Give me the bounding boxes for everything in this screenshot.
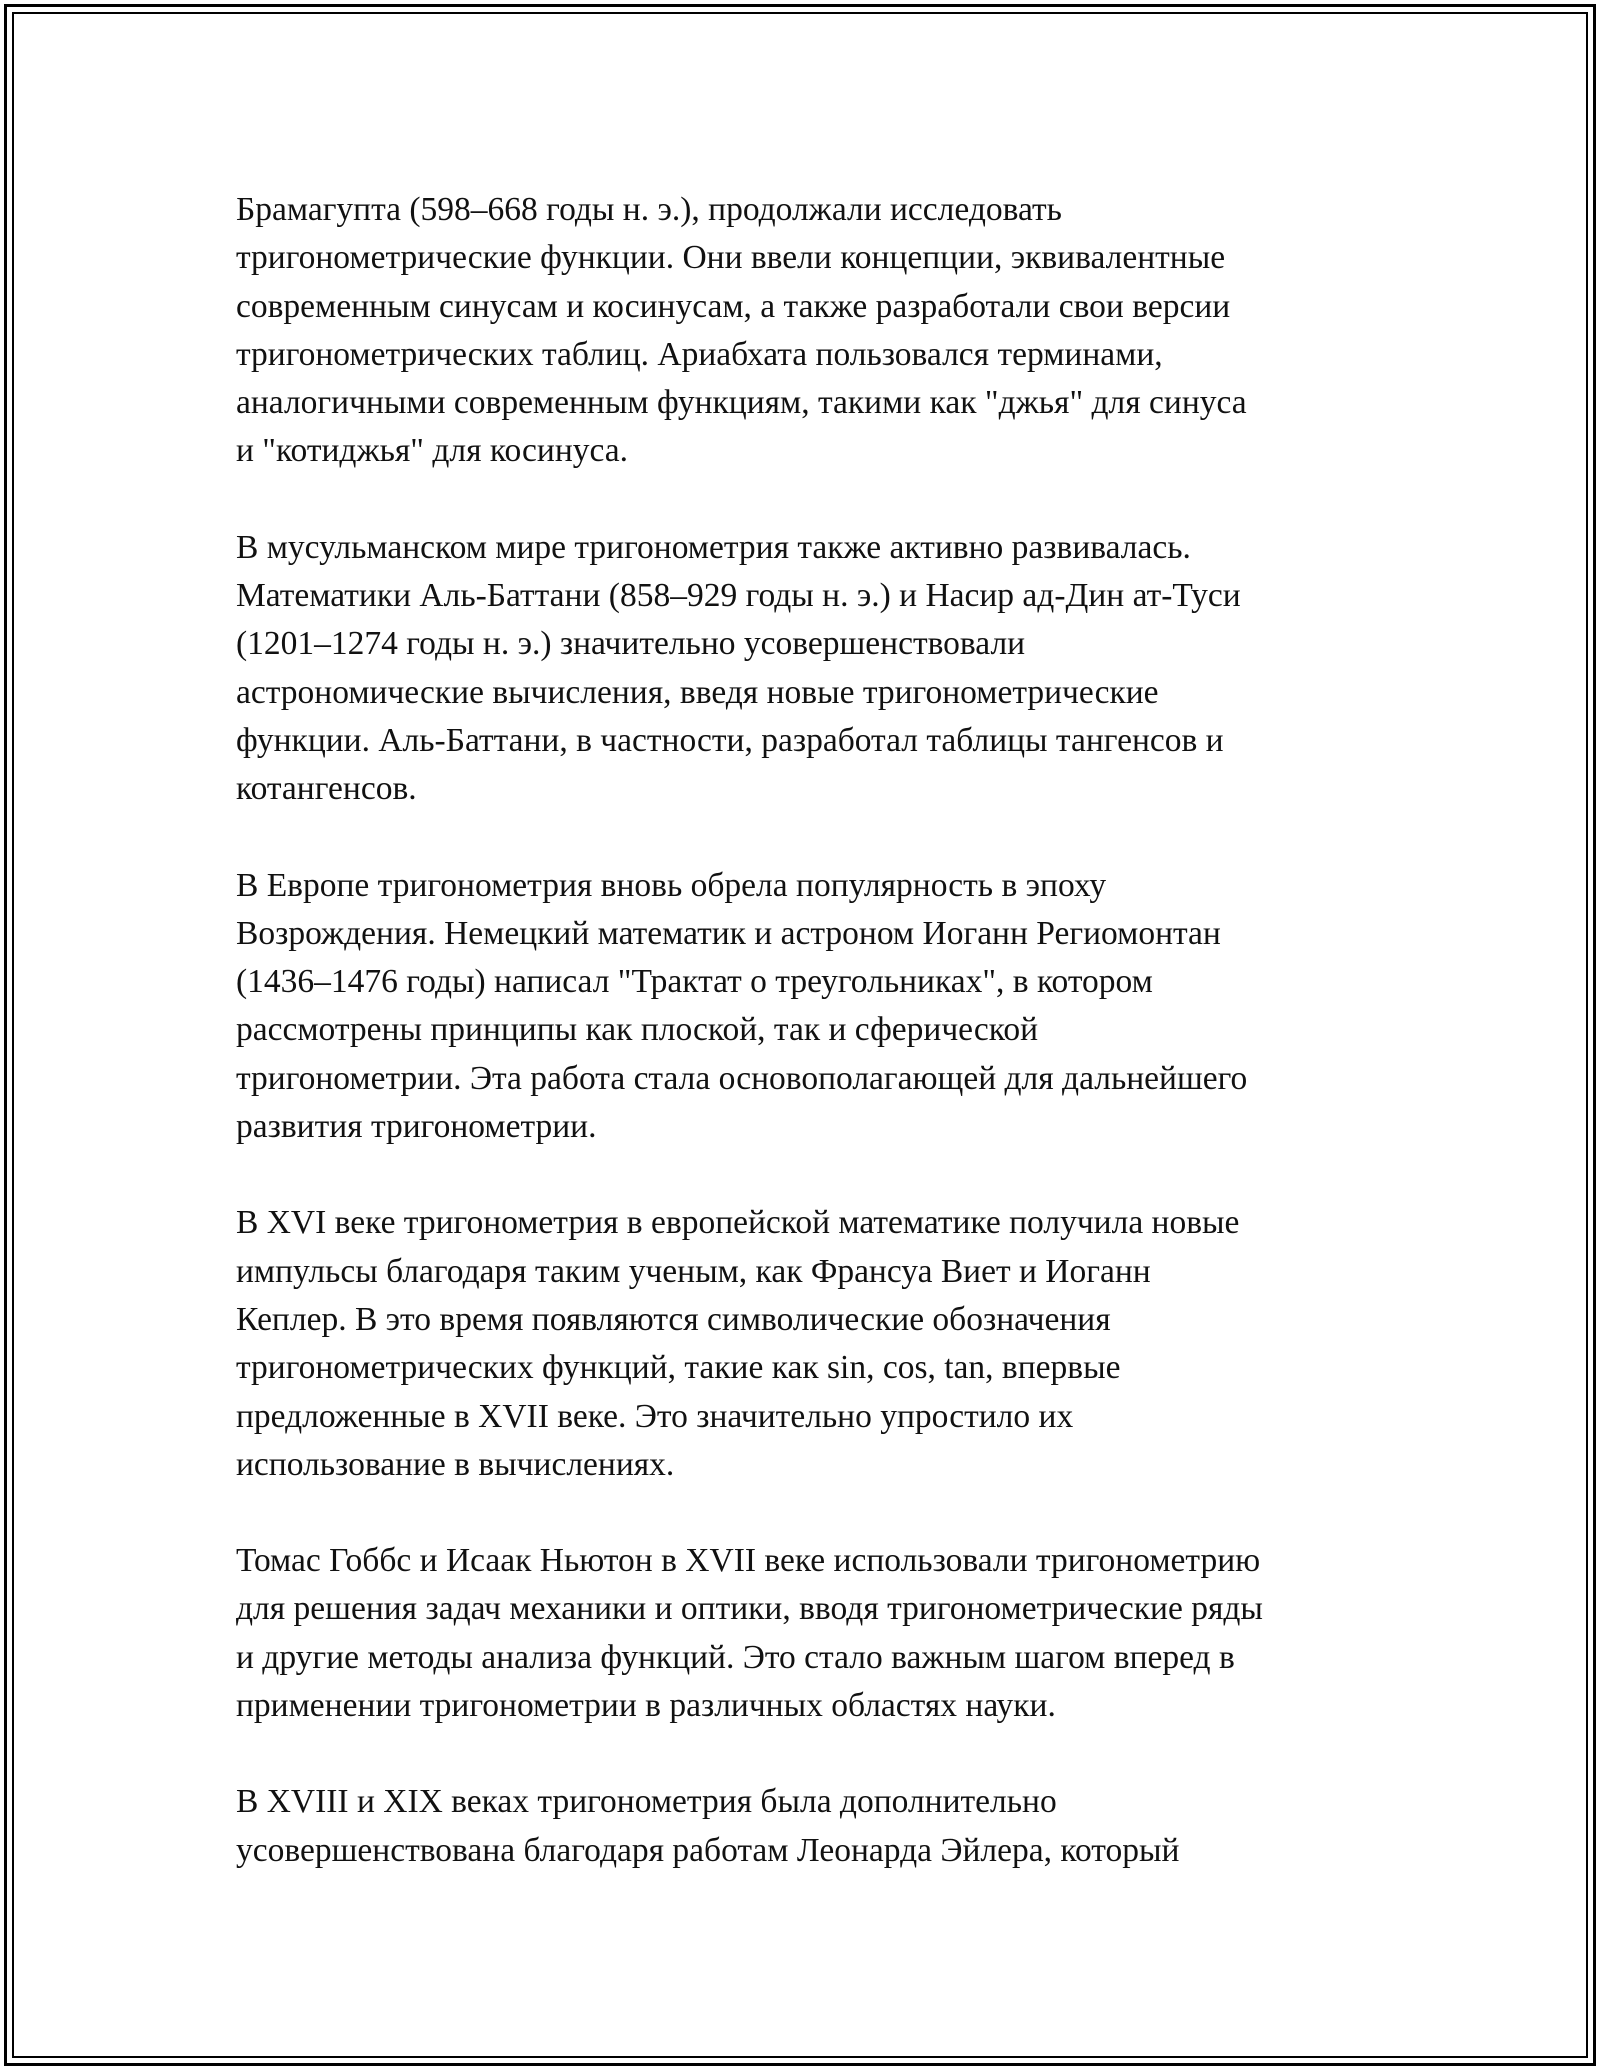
text-line: котангенсов.	[236, 770, 417, 808]
text-line: тригонометрические функции. Они ввели концепции, эквивалентные	[236, 239, 1226, 277]
text-line: астрономические вычисления, введя новые тригонометрические	[236, 673, 1159, 711]
document-body	[236, 186, 1386, 1923]
text-line: Кеплер. В это время появляются символические обозначения	[236, 1300, 1111, 1338]
text-line: В XVI веке тригонометрия в европейской математике получила новые	[236, 1204, 1240, 1242]
text-line: Математики Аль-Баттани (858–929 годы н. э.) и Насир ад-Дин ат-Туси	[236, 577, 1241, 615]
text-line: (1436–1476 годы) написал "Трактат о треугольниках", в котором	[236, 963, 1153, 1001]
paragraph-eighteenth-nineteenth	[236, 1778, 1386, 1875]
text-line: развития тригонометрии.	[236, 1108, 597, 1146]
paragraph-brahmagupta	[236, 186, 1386, 476]
text-line: применении тригонометрии в различных областях науки.	[236, 1687, 1056, 1725]
text-line: Возрождения. Немецкий математик и астроном Иоганн Региомонтан	[236, 914, 1221, 952]
text-line: В Европе тригонометрия вновь обрела популярность в эпоху	[236, 866, 1107, 904]
text-line: рассмотрены принципы как плоской, так и сферической	[236, 1011, 1039, 1049]
text-line: для решения задач механики и оптики, вводя тригонометрические ряды	[236, 1590, 1263, 1628]
text-line: тригонометрических функций, такие как sin, cos, tan, впервые	[236, 1349, 1121, 1387]
text-line: тригонометрических таблиц. Ариабхата пользовался терминами,	[236, 335, 1163, 373]
text-line: тригонометрии. Эта работа стала основополагающей для дальнейшего	[236, 1059, 1248, 1097]
text-line: В мусульманском мире тригонометрия также активно развивалась.	[236, 528, 1191, 566]
text-line: использование в вычислениях.	[236, 1445, 675, 1483]
text-line: Брамагупта (598–668 годы н. э.), продолжали исследовать	[236, 191, 1062, 228]
text-line: и другие методы анализа функций. Это стало важным шагом вперед в	[236, 1638, 1235, 1676]
text-line: импульсы благодаря таким ученым, как Франсуа Виет и Иоганн	[236, 1252, 1151, 1290]
text-line: В XVIII и XIX веках тригонометрия была дополнительно	[236, 1783, 1057, 1821]
text-line: (1201–1274 годы н. э.) значительно усовершенствовали	[236, 625, 1026, 663]
text-line: предложенные в XVII веке. Это значительно упростило их	[236, 1397, 1074, 1435]
text-line: аналогичными современным функциям, такими как "джья" для синуса	[236, 384, 1247, 422]
paragraph-muslim-world	[236, 524, 1386, 814]
paragraph-sixteenth-century	[236, 1199, 1386, 1489]
paragraph-hobbes-newton	[236, 1537, 1386, 1730]
text-line: и "котиджья" для косинуса.	[236, 432, 629, 470]
text-line: усовершенствована благодаря работам Леонарда Эйлера, который	[236, 1831, 1180, 1869]
text-line: функции. Аль-Баттани, в частности, разработал таблицы тангенсов и	[236, 721, 1224, 759]
text-line: современным синусам и косинусам, а также разработали свои версии	[236, 287, 1231, 325]
paragraph-europe-renaissance	[236, 862, 1386, 1152]
text-line: Томас Гоббс и Исаак Ньютон в XVII веке использовали тригонометрию	[236, 1542, 1261, 1580]
